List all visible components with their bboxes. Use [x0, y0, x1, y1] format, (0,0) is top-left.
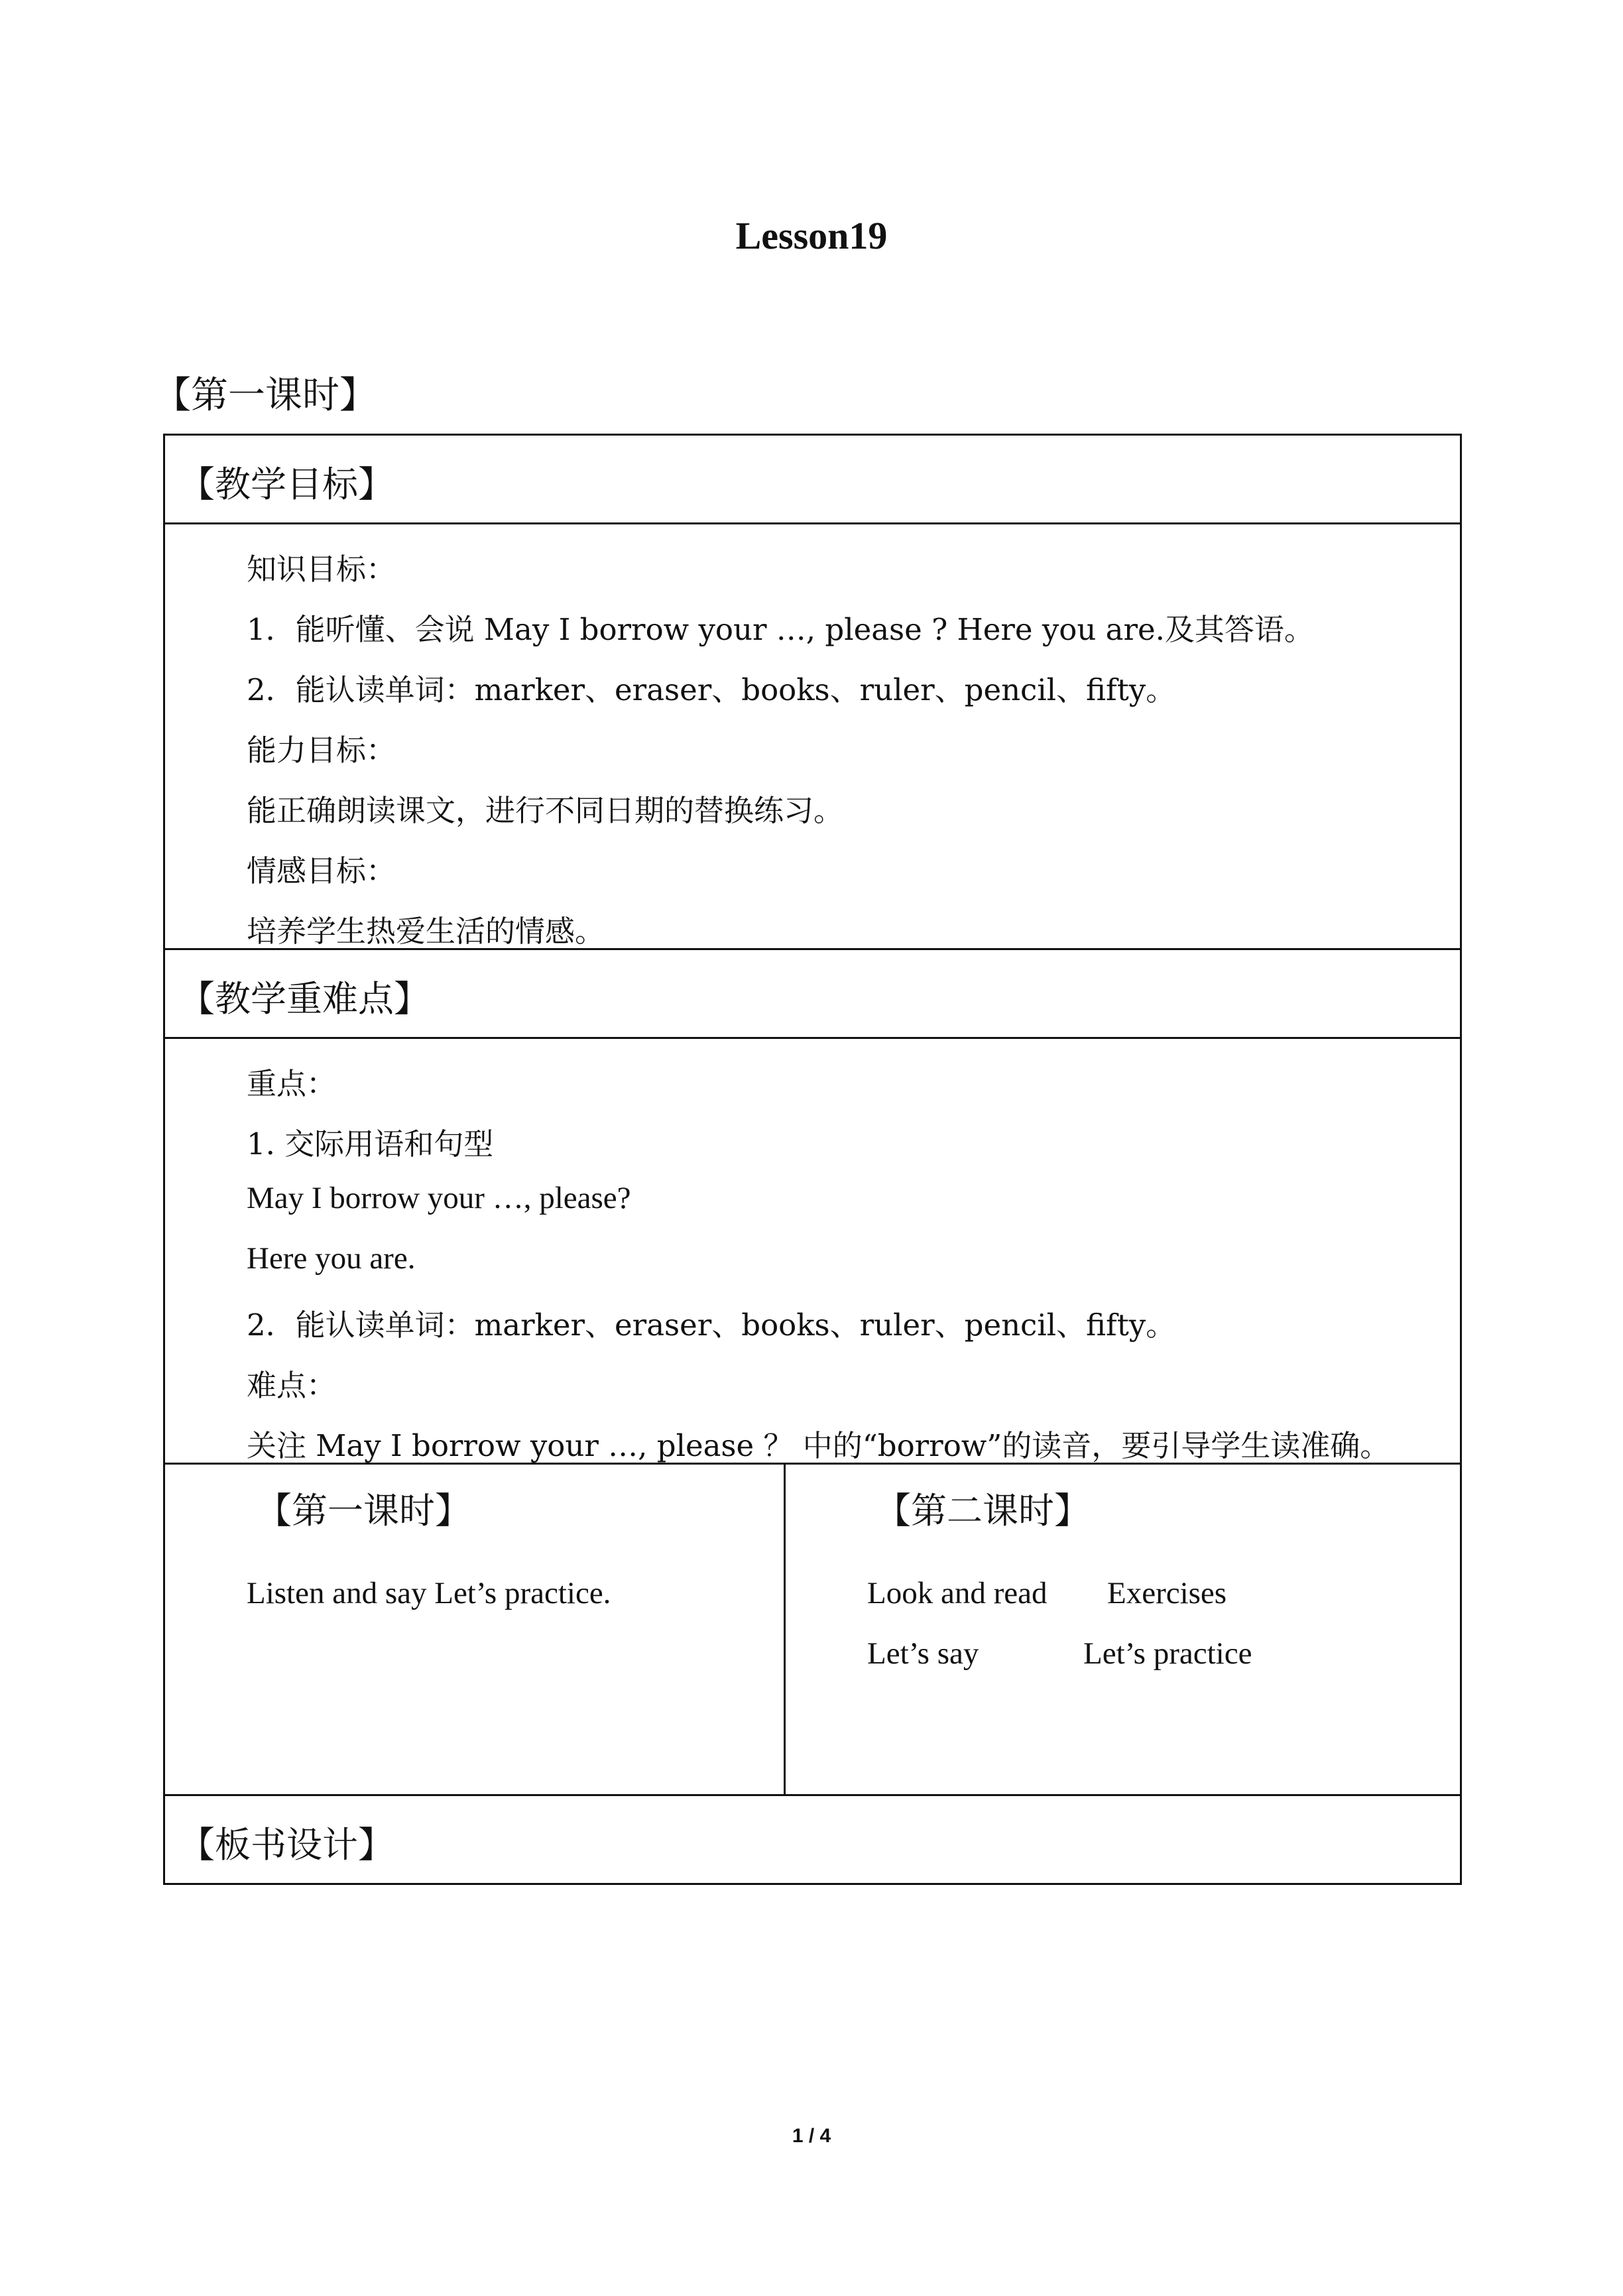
key-points-header: 【教学重难点】	[179, 978, 430, 1020]
objectives-line: 知识目标：	[247, 552, 396, 587]
table-divider	[163, 1794, 1462, 1796]
objectives-line: 2．能认读单词：marker、eraser、books、ruler、pencil、fifty。	[247, 672, 1176, 707]
document-title: Lesson19	[735, 214, 888, 257]
second-period-item: Let’s practice	[1083, 1636, 1252, 1671]
second-period-item: Let’s say	[867, 1636, 979, 1671]
objectives-line: 能力目标：	[247, 733, 396, 768]
table-border-bottom	[163, 1883, 1462, 1885]
table-border-right	[1460, 434, 1462, 1885]
table-border-top	[163, 434, 1462, 436]
objectives-line: 培养学生热爱生活的情感。	[247, 914, 605, 949]
key-points-line: Here you are.	[247, 1241, 416, 1276]
key-points-line: 关注 May I borrow your …, please ？ 中的“borrow”的读音，要引导学生读准确。	[247, 1428, 1390, 1463]
board-design-header: 【板书设计】	[179, 1824, 394, 1866]
key-points-line: 1. 交际用语和句型	[247, 1126, 494, 1162]
objectives-line: 情感目标：	[247, 853, 396, 888]
page-number: 1 / 4	[792, 2125, 831, 2147]
first-period-content: Listen and say Let’s practice.	[247, 1576, 611, 1610]
first-period-header: 【第一课时】	[256, 1490, 471, 1532]
table-column-divider	[784, 1463, 786, 1796]
key-points-line: 2．能认读单词：marker、eraser、books、ruler、pencil、fifty。	[247, 1307, 1176, 1343]
session-label: 【第一课时】	[154, 374, 377, 417]
key-points-line: 难点：	[247, 1368, 337, 1403]
table-divider	[163, 522, 1462, 524]
objectives-line: 能正确朗读课文，进行不同日期的替换练习。	[247, 793, 844, 828]
key-points-line: May I borrow your …, please?	[247, 1181, 631, 1215]
table-border-left	[163, 434, 165, 1885]
second-period-header: 【第二课时】	[875, 1490, 1090, 1532]
objectives-header: 【教学目标】	[179, 463, 394, 505]
objectives-line: 1．能听懂、会说 May I borrow your …, please ? Here you are.及其答语。	[247, 612, 1314, 647]
second-period-item: Look and read	[867, 1576, 1048, 1610]
second-period-item: Exercises	[1107, 1576, 1227, 1610]
table-divider	[163, 1037, 1462, 1039]
key-points-line: 重点：	[247, 1066, 337, 1101]
